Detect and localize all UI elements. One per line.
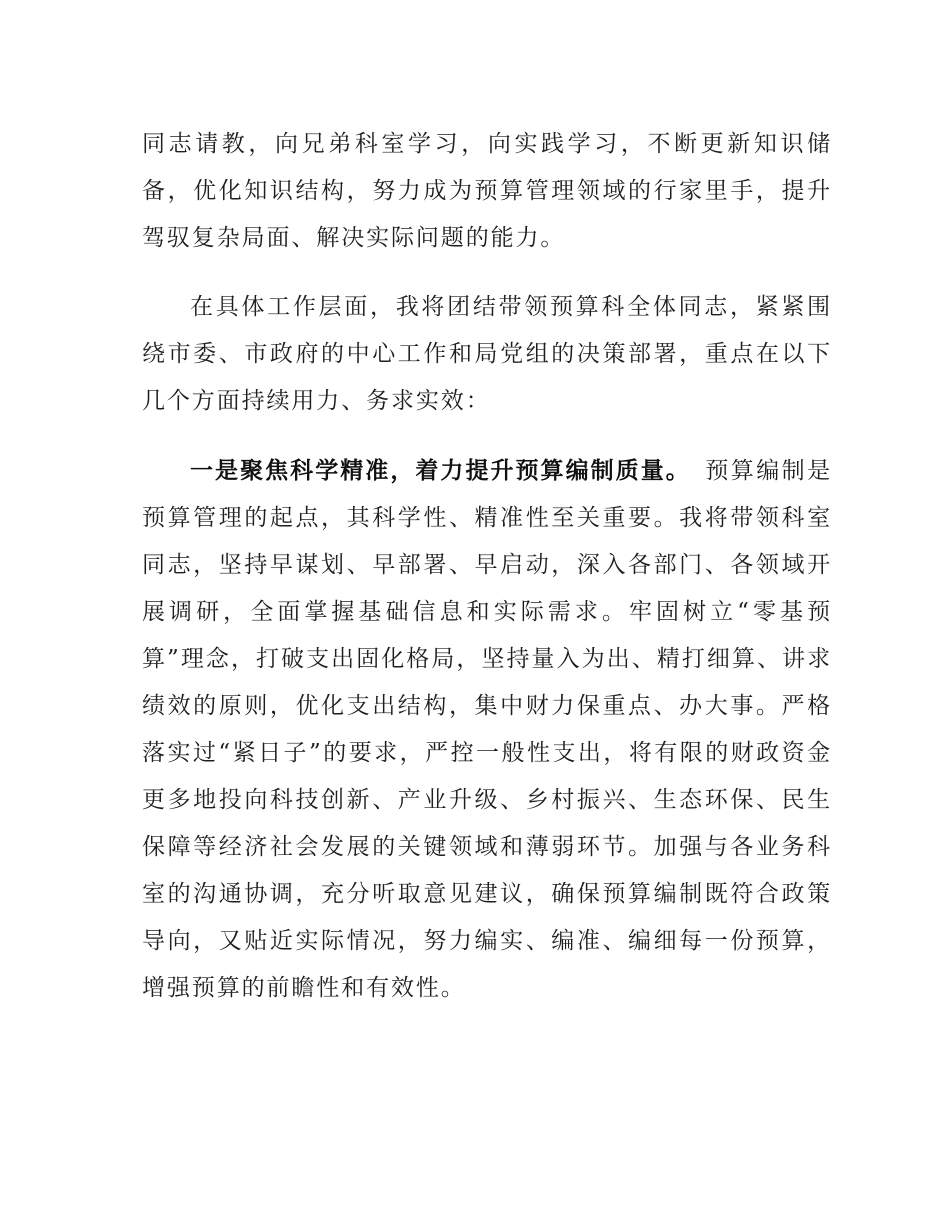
paragraph-work-focus: 在具体工作层面，我将团结带领预算科全体同志，紧紧围绕市委、市政府的中心工作和局党组的决策部署，重点在以下几个方面持续用力、务求实效： bbox=[142, 294, 832, 414]
paragraph-budget-preparation bbox=[142, 448, 832, 1012]
paragraph-lead-heading: 一是聚焦科学精准，着力提升预算编制质量。 bbox=[190, 458, 691, 484]
paragraph-continuation: 同志请教，向兄弟科室学习，向实践学习，不断更新知识储备，优化知识结构，努力成为预算管理领域的行家里手，提升驾驭复杂局面、解决实际问题的能力。 bbox=[142, 131, 832, 251]
paragraph-body-text: 预算编制是预算管理的起点，其科学性、精准性至关重要。我将带领科室同志，坚持早谋划、早部署、早启动，深入各部门、各领域开展调研，全面掌握基础信息和实际需求。牢固树立“零基预算”理念，打破支出固化格局，坚持量入为出、精打细算、讲求绩效的原则，优化支出结构，集中财力保重点、办大事。严格落实过“紧日子”的要求，严控一般性支出，将有限的财政资金更多地投向科技创新、产业升级、乡村振兴、生态环保、民生保障等经济社会发展的关键领域和薄弱环节。加强与各业务科室的沟通协调，充分听取意见建议，确保预算编制既符合政策导向，又贴近实际情况，努力编实、编准、编细每一份预算，增强预算的前瞻性和有效性。 bbox=[142, 458, 833, 1001]
